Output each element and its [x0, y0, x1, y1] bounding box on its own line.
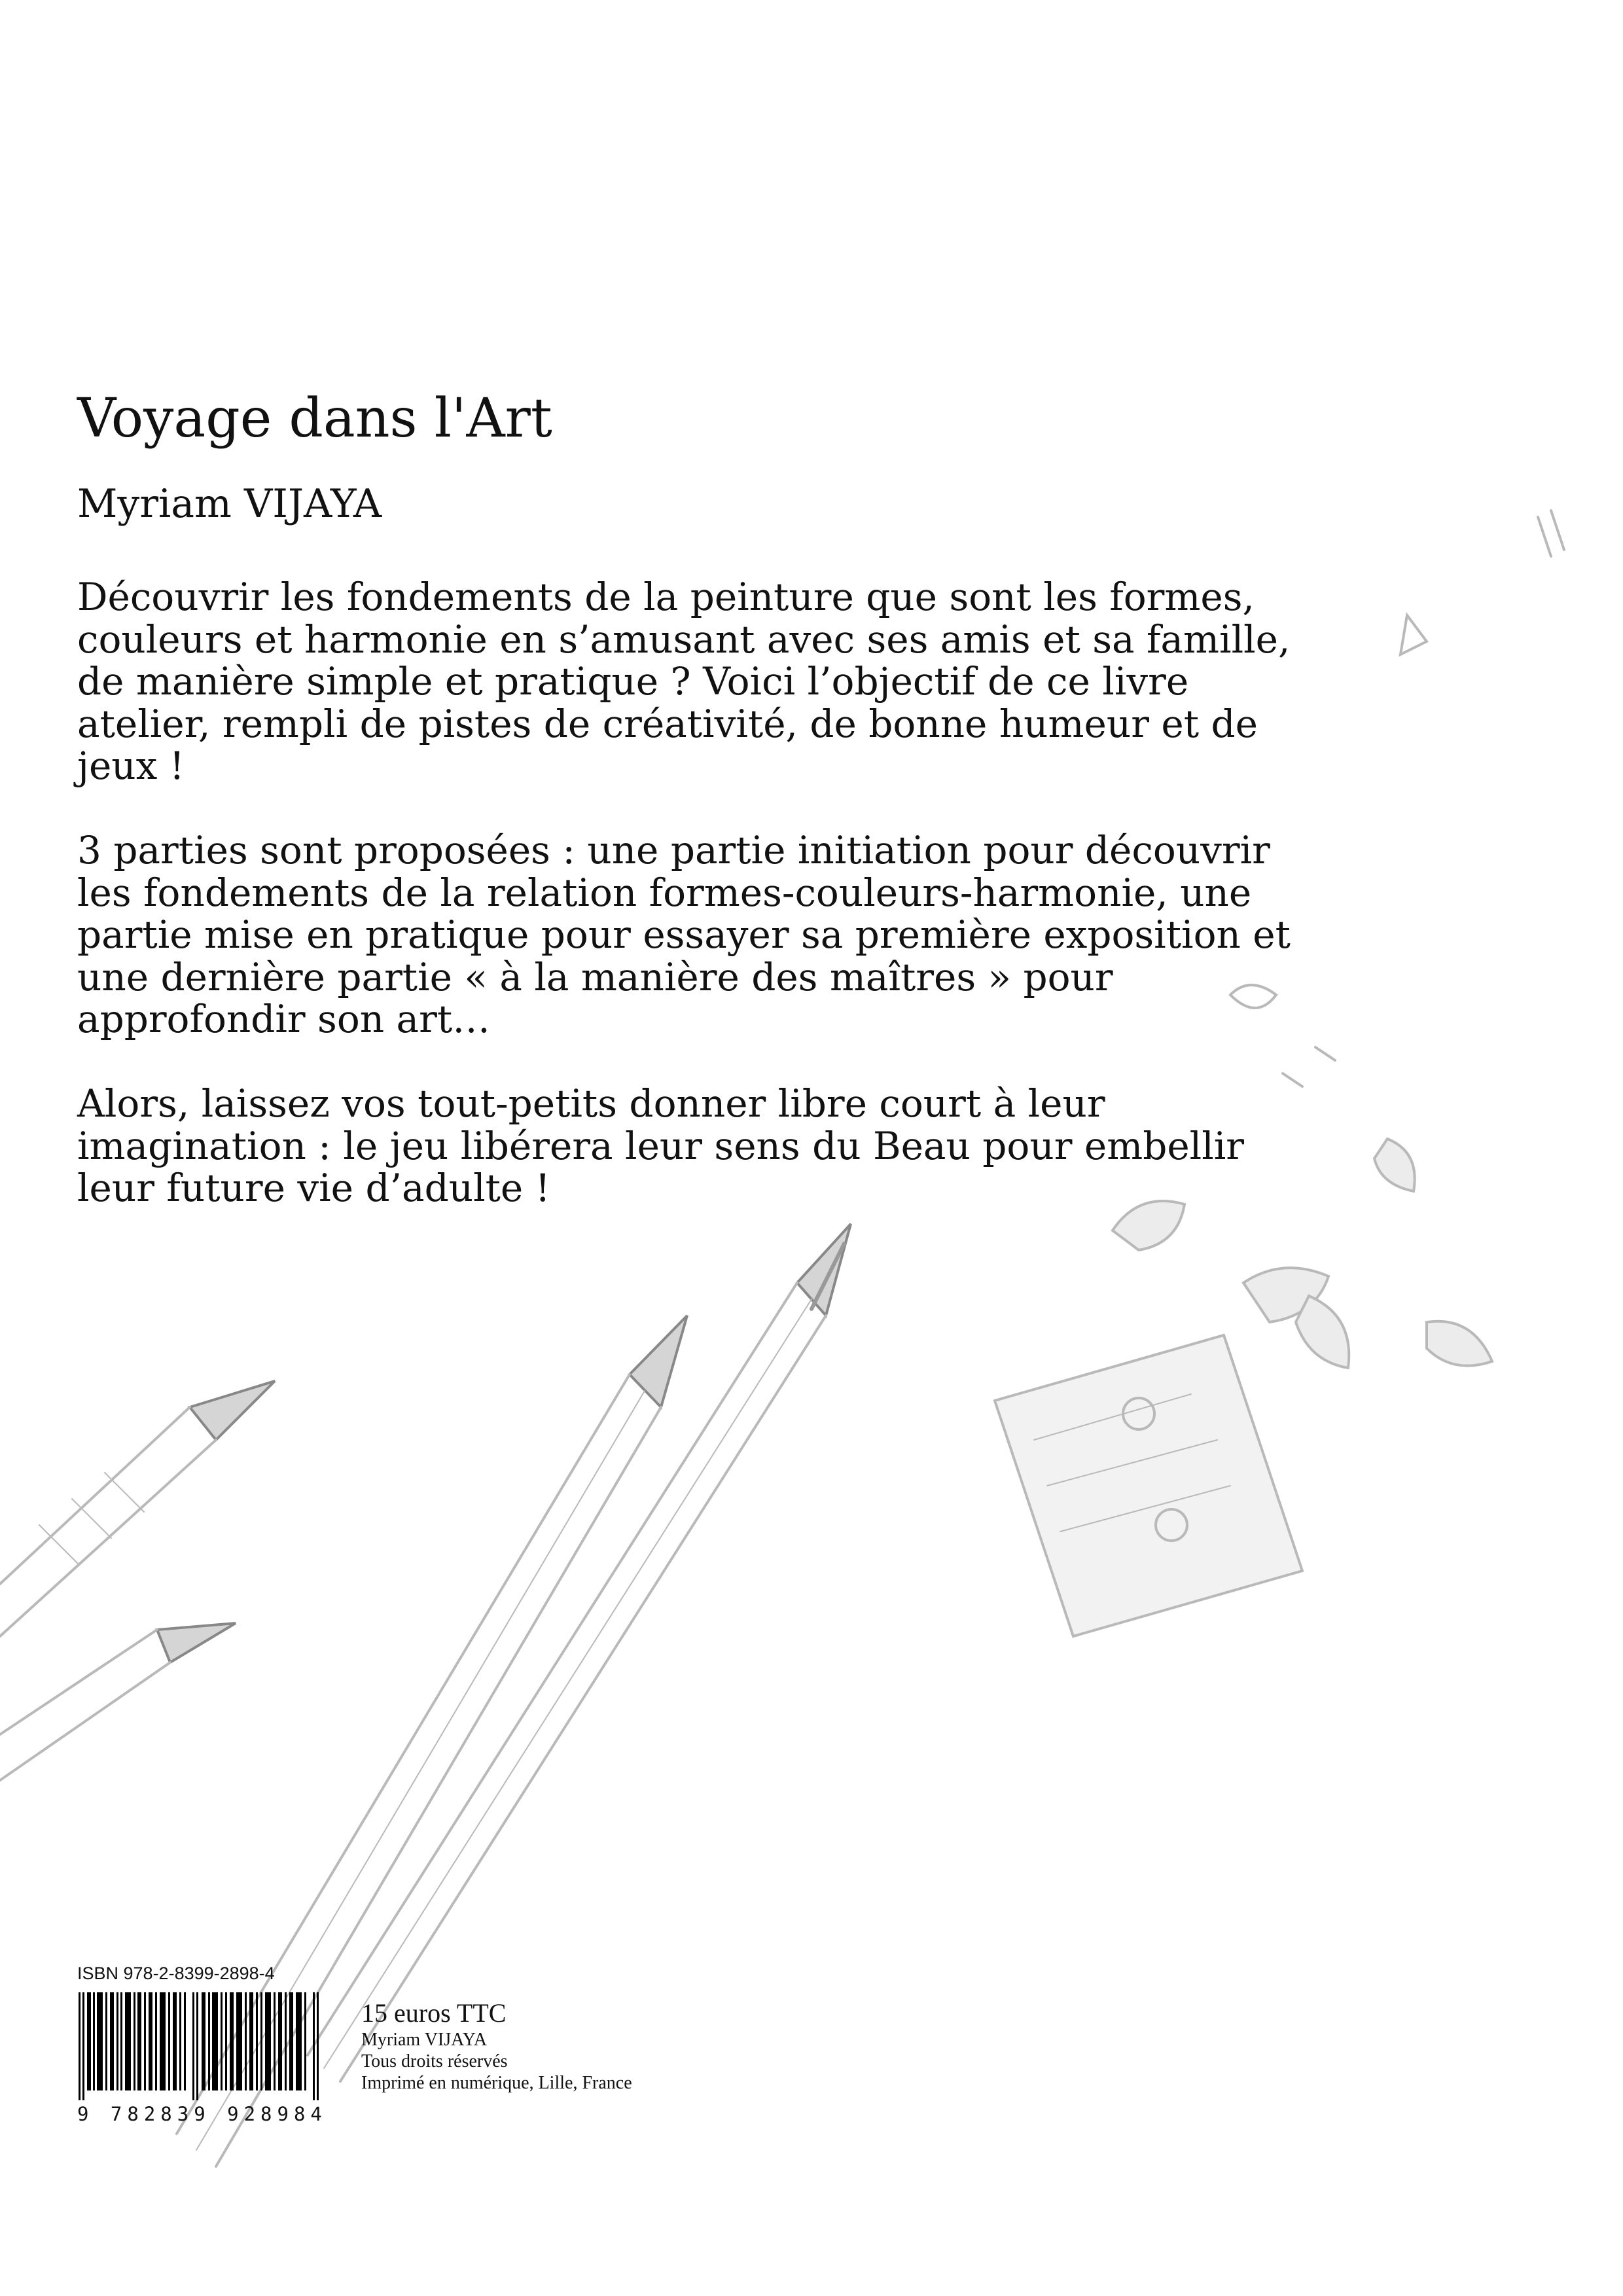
- blurb-paragraph: Alors, laissez vos tout-petits donner libre court à leur imagination : le jeu libérera leur sens du Beau pour embellir leur future vie d’adulte !: [77, 1081, 1245, 1211]
- back-cover-blurb: [77, 576, 1321, 1251]
- blurb-paragraph: Découvrir les fondements de la peinture que sont les formes, couleurs et harmonie en s’amusant avec ses amis et sa famille, de manière simple et pratique ? Voici l’objectif de ce livre atelier, rempli de pistes de créativité, de bonne humeur et de jeux !: [77, 575, 1291, 789]
- price-label: 15 euros TTC: [361, 1998, 507, 2028]
- publisher-name: Myriam VIJAYA: [361, 2030, 488, 2050]
- pencil-sketch-icon: [308, 1224, 851, 2081]
- barcode-block: [77, 1962, 326, 2125]
- printing-location: Imprimé en numérique, Lille, France: [361, 2073, 632, 2093]
- pencil-sketch-icon: [0, 1381, 275, 1636]
- book-author: Myriam VIJAYA: [77, 481, 382, 527]
- rights-notice: Tous droits réservés: [361, 2051, 508, 2072]
- ean-digits: 9 782839 928984: [77, 2103, 327, 2125]
- pencil-sketch-icon: [0, 1623, 236, 1780]
- blurb-paragraph: 3 parties sont proposées : une partie initiation pour découvrir les fondements de la relation formes-couleurs-harmonie, une partie mise en pratique pour essayer sa première exposition et une dernière partie « à la manière des maîtres » pour approfondir son art…: [77, 827, 1291, 1042]
- isbn-label: ISBN 978-2-8399-2898-4: [77, 1964, 275, 1983]
- imprint-block: [361, 1998, 632, 2094]
- book-title: Voyage dans l'Art: [77, 387, 552, 450]
- barcode-icon: [77, 1992, 326, 2100]
- sharpener-icon: [995, 1335, 1302, 1636]
